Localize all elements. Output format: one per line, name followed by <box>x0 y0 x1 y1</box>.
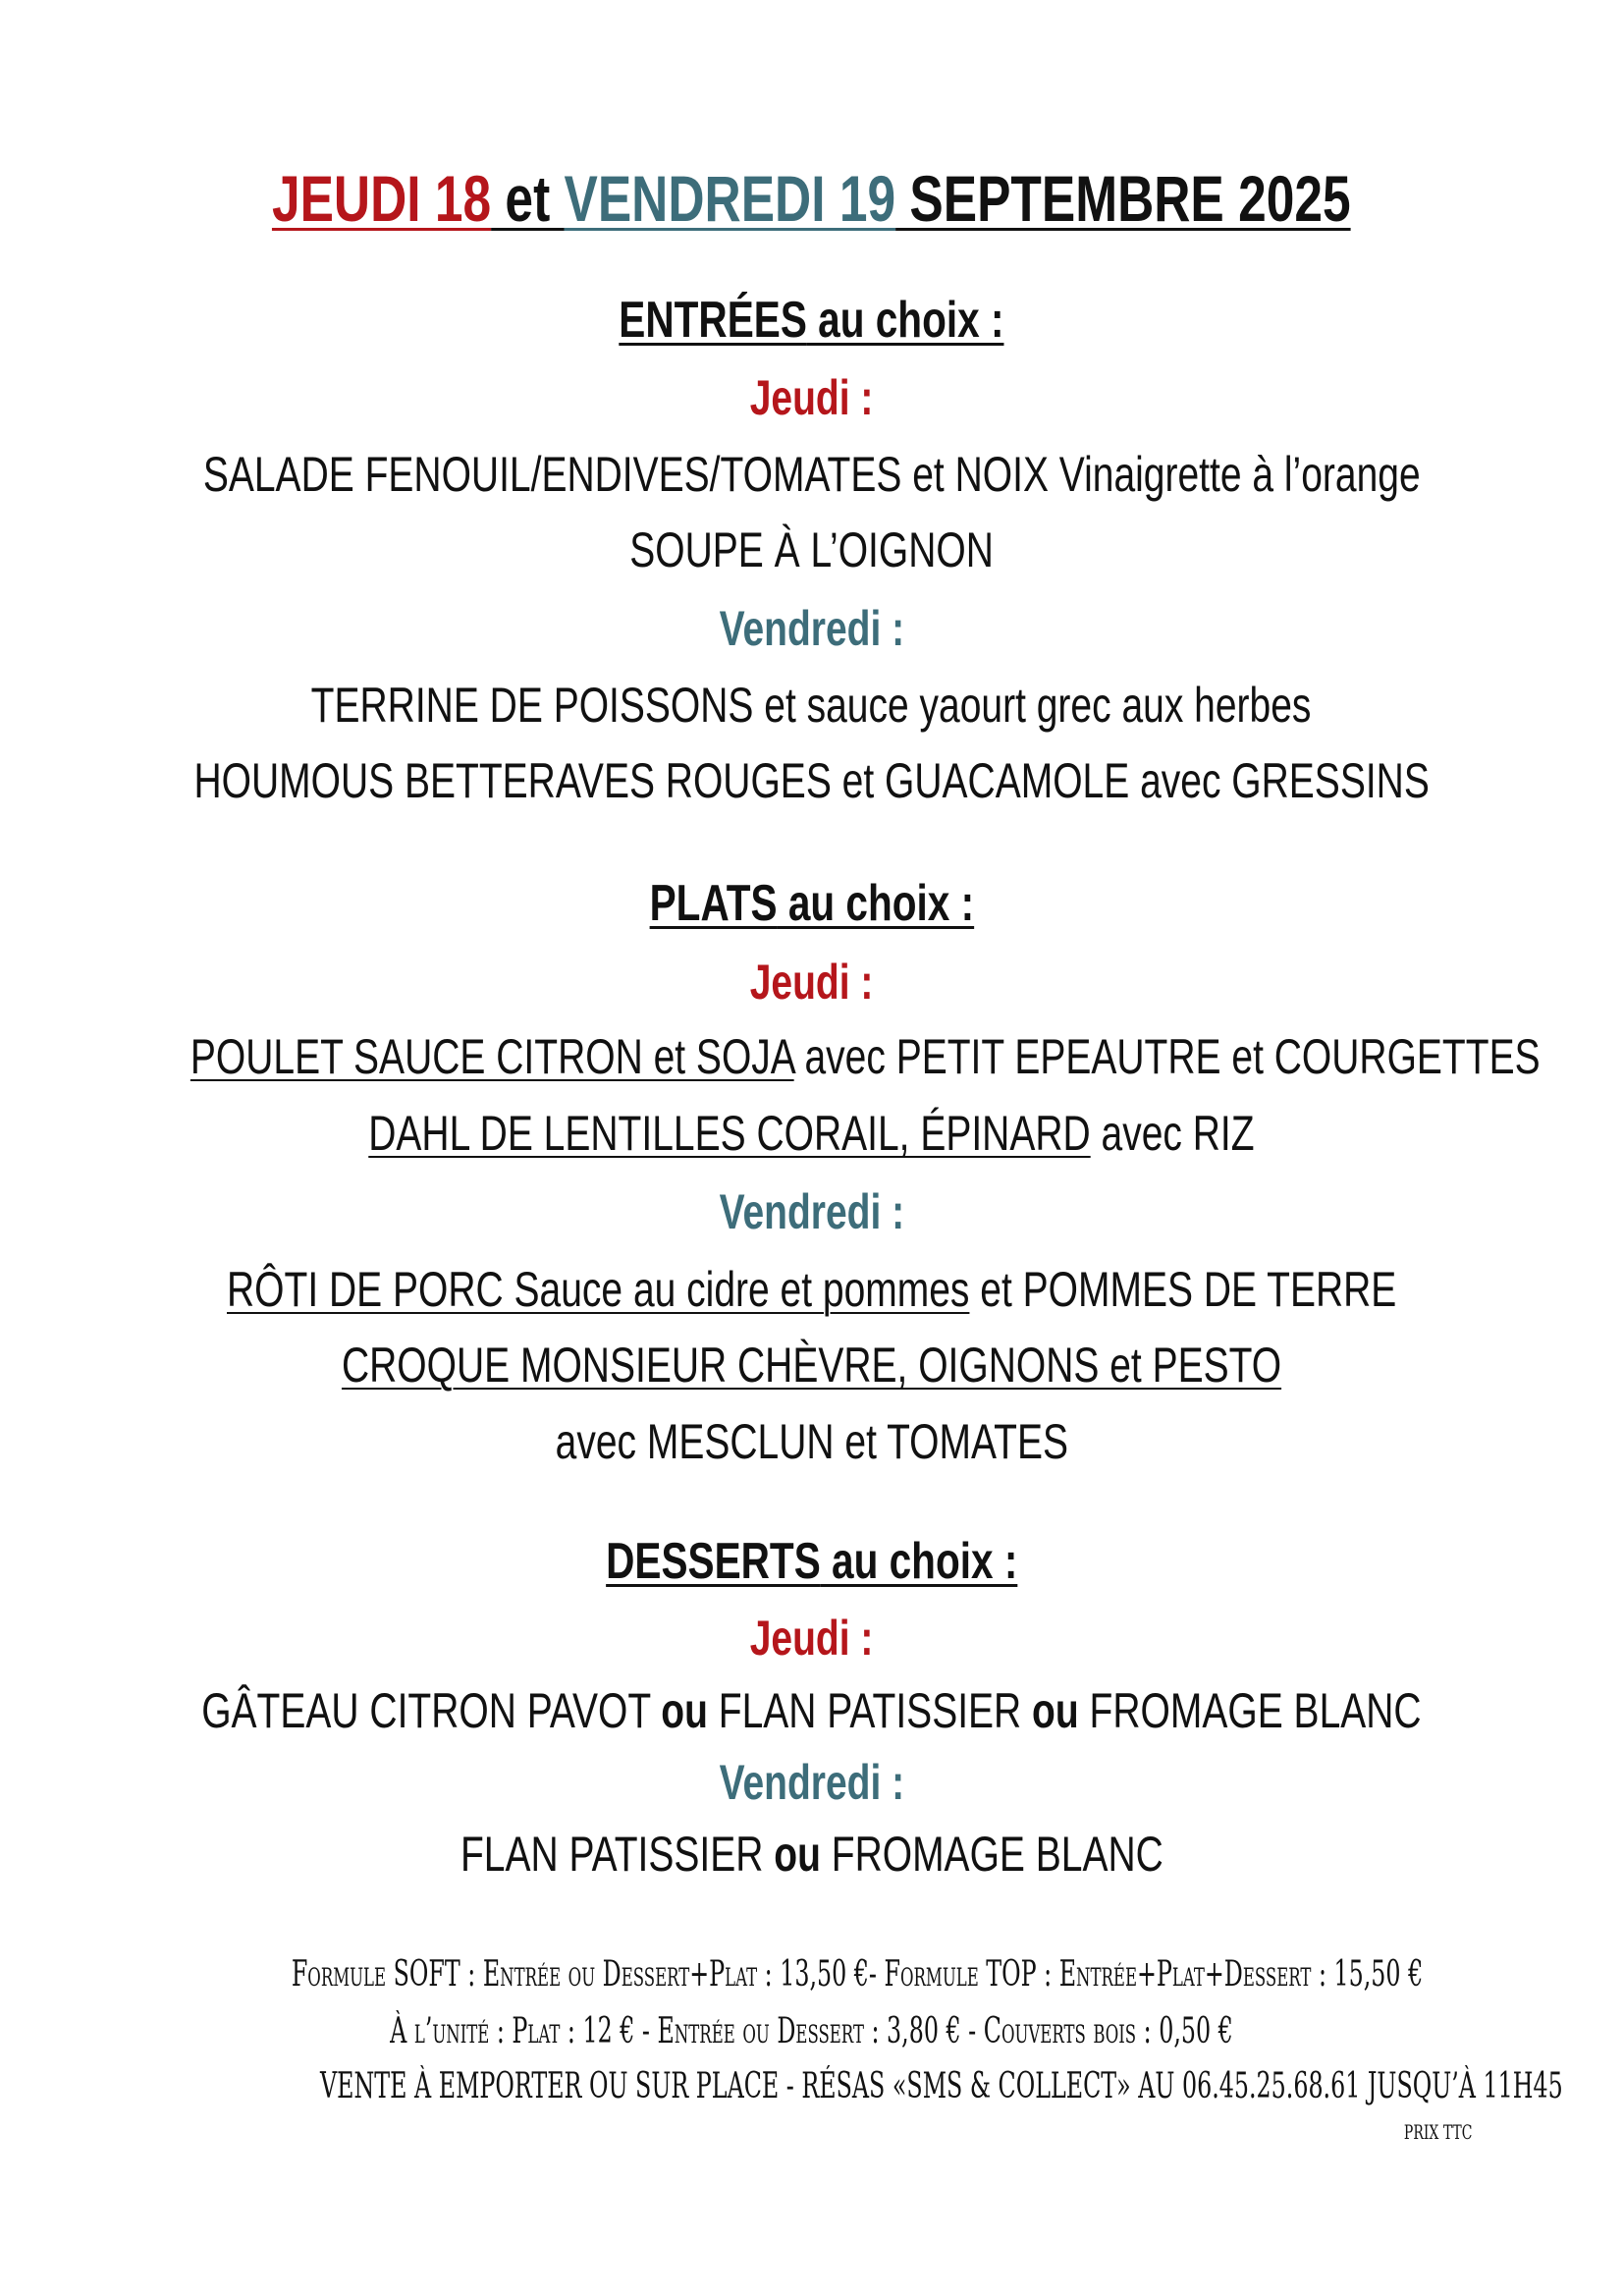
plats-jeudi-item-1 <box>0 1027 1623 1086</box>
plats-jeudi-item-2-side: avec RIZ <box>1090 1106 1255 1161</box>
entrees-jeudi-label: Jeudi : <box>749 370 874 425</box>
footer-reservations: VENTE À EMPORTER OU SUR PLACE - RÉSAS «SMS & COLLECT» AU 06.45.25.68.61 JUSQU’À 11H45 <box>320 2066 1563 2106</box>
prix-ttc-note: PRIX TTC <box>1404 2120 1473 2144</box>
entrees-vendredi-item-2: HOUMOUS BETTERAVES ROUGES et GUACAMOLE avec GRESSINS <box>193 753 1430 808</box>
plats-jeudi-item-1-main: POULET SAUCE CITRON et SOJA <box>189 1029 794 1084</box>
desserts-heading <box>0 1532 1623 1591</box>
entrees-jeudi-item-1: SALADE FENOUIL/ENDIVES/TOMATES et NOIX Vinaigrette à l’orange <box>202 447 1421 502</box>
title-jeudi: JEUDI 18 <box>272 162 492 235</box>
page-title <box>0 159 1623 238</box>
plats-jeudi-item-1-side: avec PETIT EPEAUTRE et COURGETTES <box>793 1029 1541 1084</box>
plats-jeudi-item-2-main: DAHL DE LENTILLES CORAIL, ÉPINARD <box>368 1106 1091 1161</box>
entrees-vendredi-item-1: TERRINE DE POISSONS et sauce yaourt grec aux herbes <box>311 678 1312 733</box>
plats-vendredi-label: Vendredi : <box>719 1184 904 1239</box>
plats-vendredi-item-1 <box>0 1260 1623 1319</box>
desserts-vendredi-item: FLAN PATISSIER ou FROMAGE BLANC <box>460 1827 1163 1882</box>
title-month-year: SEPTEMBRE 2025 <box>895 162 1351 235</box>
desserts-heading-bold: DESSERTS <box>605 1533 821 1590</box>
desserts-jeudi-item: GÂTEAU CITRON PAVOT ou FLAN PATISSIER ou FROMAGE BLANC <box>201 1683 1422 1738</box>
plats-vendredi-item-3-side: avec MESCLUN et TOMATES <box>555 1414 1068 1469</box>
title-et: et <box>491 162 565 235</box>
plats-heading-rest: au choix : <box>777 875 974 932</box>
entrees-jeudi-item-2: SOUPE À L’OIGNON <box>629 522 994 577</box>
entrees-heading-bold: ENTRÉES <box>619 292 807 349</box>
plats-jeudi-item-2 <box>0 1104 1623 1163</box>
plats-jeudi-label: Jeudi : <box>749 955 874 1010</box>
plats-vendredi-item-1-main: RÔTI DE PORC Sauce au cidre et pommes <box>226 1262 970 1317</box>
plats-vendredi-item-2-main: CROQUE MONSIEUR CHÈVRE, OIGNONS et PESTO <box>341 1338 1282 1393</box>
plats-vendredi-item-2 <box>0 1336 1623 1394</box>
entrees-heading-rest: au choix : <box>806 292 1004 349</box>
plats-heading <box>0 874 1623 933</box>
plats-heading-bold: PLATS <box>649 875 778 932</box>
title-vendredi: VENDREDI 19 <box>564 162 896 235</box>
desserts-jeudi-label: Jeudi : <box>749 1611 874 1666</box>
plats-vendredi-item-3 <box>0 1412 1623 1471</box>
footer-unit-prices: À l’unité : Plat : 12 € - Entrée ou Dessert : 3,80 € - Couverts bois : 0,50 € <box>390 2011 1233 2051</box>
entrees-heading <box>0 291 1623 350</box>
desserts-vendredi-label: Vendredi : <box>719 1755 904 1810</box>
entrees-vendredi-label: Vendredi : <box>719 601 904 656</box>
desserts-heading-rest: au choix : <box>820 1533 1018 1590</box>
plats-vendredi-item-1-side: et POMMES DE TERRE <box>969 1262 1397 1317</box>
footer-formulas: Formule SOFT : Entrée ou Dessert+Plat : 13,50 €- Formule TOP : Entrée+Plat+Dessert : 15,50 € <box>291 1954 1424 1995</box>
